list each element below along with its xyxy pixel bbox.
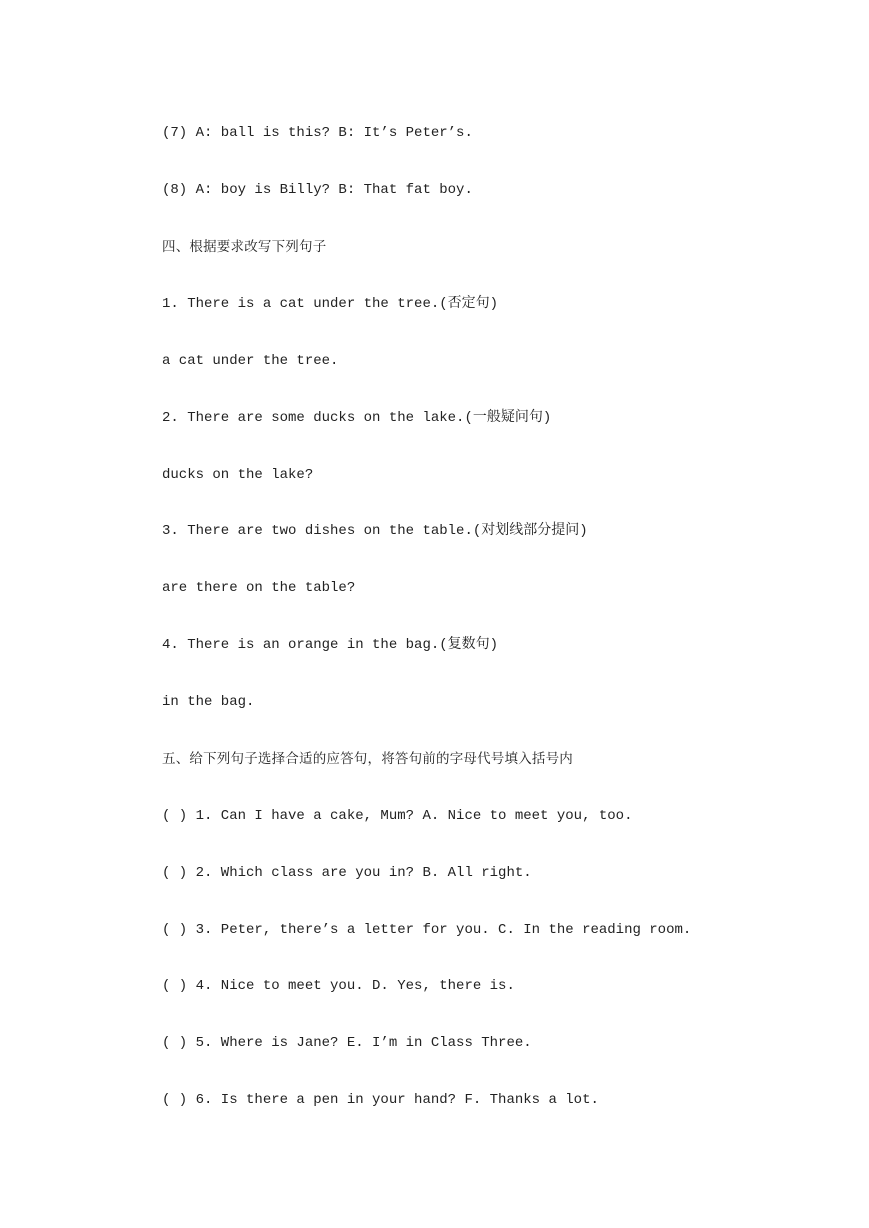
matching-item-4: ( ) 4. Nice to meet you. D. Yes, there is. <box>162 978 515 994</box>
matching-item-5: ( ) 5. Where is Jane? E. I’m in Class Three. <box>162 1035 532 1051</box>
rewrite-item-3: 3. There are two dishes on the table.(对划线部分提问) <box>162 523 588 539</box>
rewrite-answer-1: a cat under the tree. <box>162 353 339 369</box>
rewrite-answer-4: in the bag. <box>162 694 255 710</box>
rewrite-item-1: 1. There is a cat under the tree.(否定句) <box>162 296 499 312</box>
matching-item-3: ( ) 3. Peter, there’s a letter for you. C. In the reading room. <box>162 922 692 938</box>
rewrite-answer-3: are there on the table? <box>162 580 356 596</box>
matching-item-1: ( ) 1. Can I have a cake, Mum? A. Nice to meet you, too. <box>162 808 633 824</box>
matching-item-2: ( ) 2. Which class are you in? B. All right. <box>162 865 532 881</box>
exercise-line-8: (8) A: boy is Billy? B: That fat boy. <box>162 182 473 198</box>
section-heading-4: 四、根据要求改写下列句子 <box>162 239 327 255</box>
exercise-line-7: (7) A: ball is this? B: It’s Peter’s. <box>162 125 473 141</box>
rewrite-item-2: 2. There are some ducks on the lake.(一般疑问句) <box>162 410 552 426</box>
rewrite-answer-2: ducks on the lake? <box>162 467 314 483</box>
matching-item-6: ( ) 6. Is there a pen in your hand? F. Thanks a lot. <box>162 1092 599 1108</box>
section-heading-5: 五、给下列句子选择合适的应答句，将答句前的字母代号填入括号内 <box>162 751 573 767</box>
rewrite-item-4: 4. There is an orange in the bag.(复数句) <box>162 637 499 653</box>
